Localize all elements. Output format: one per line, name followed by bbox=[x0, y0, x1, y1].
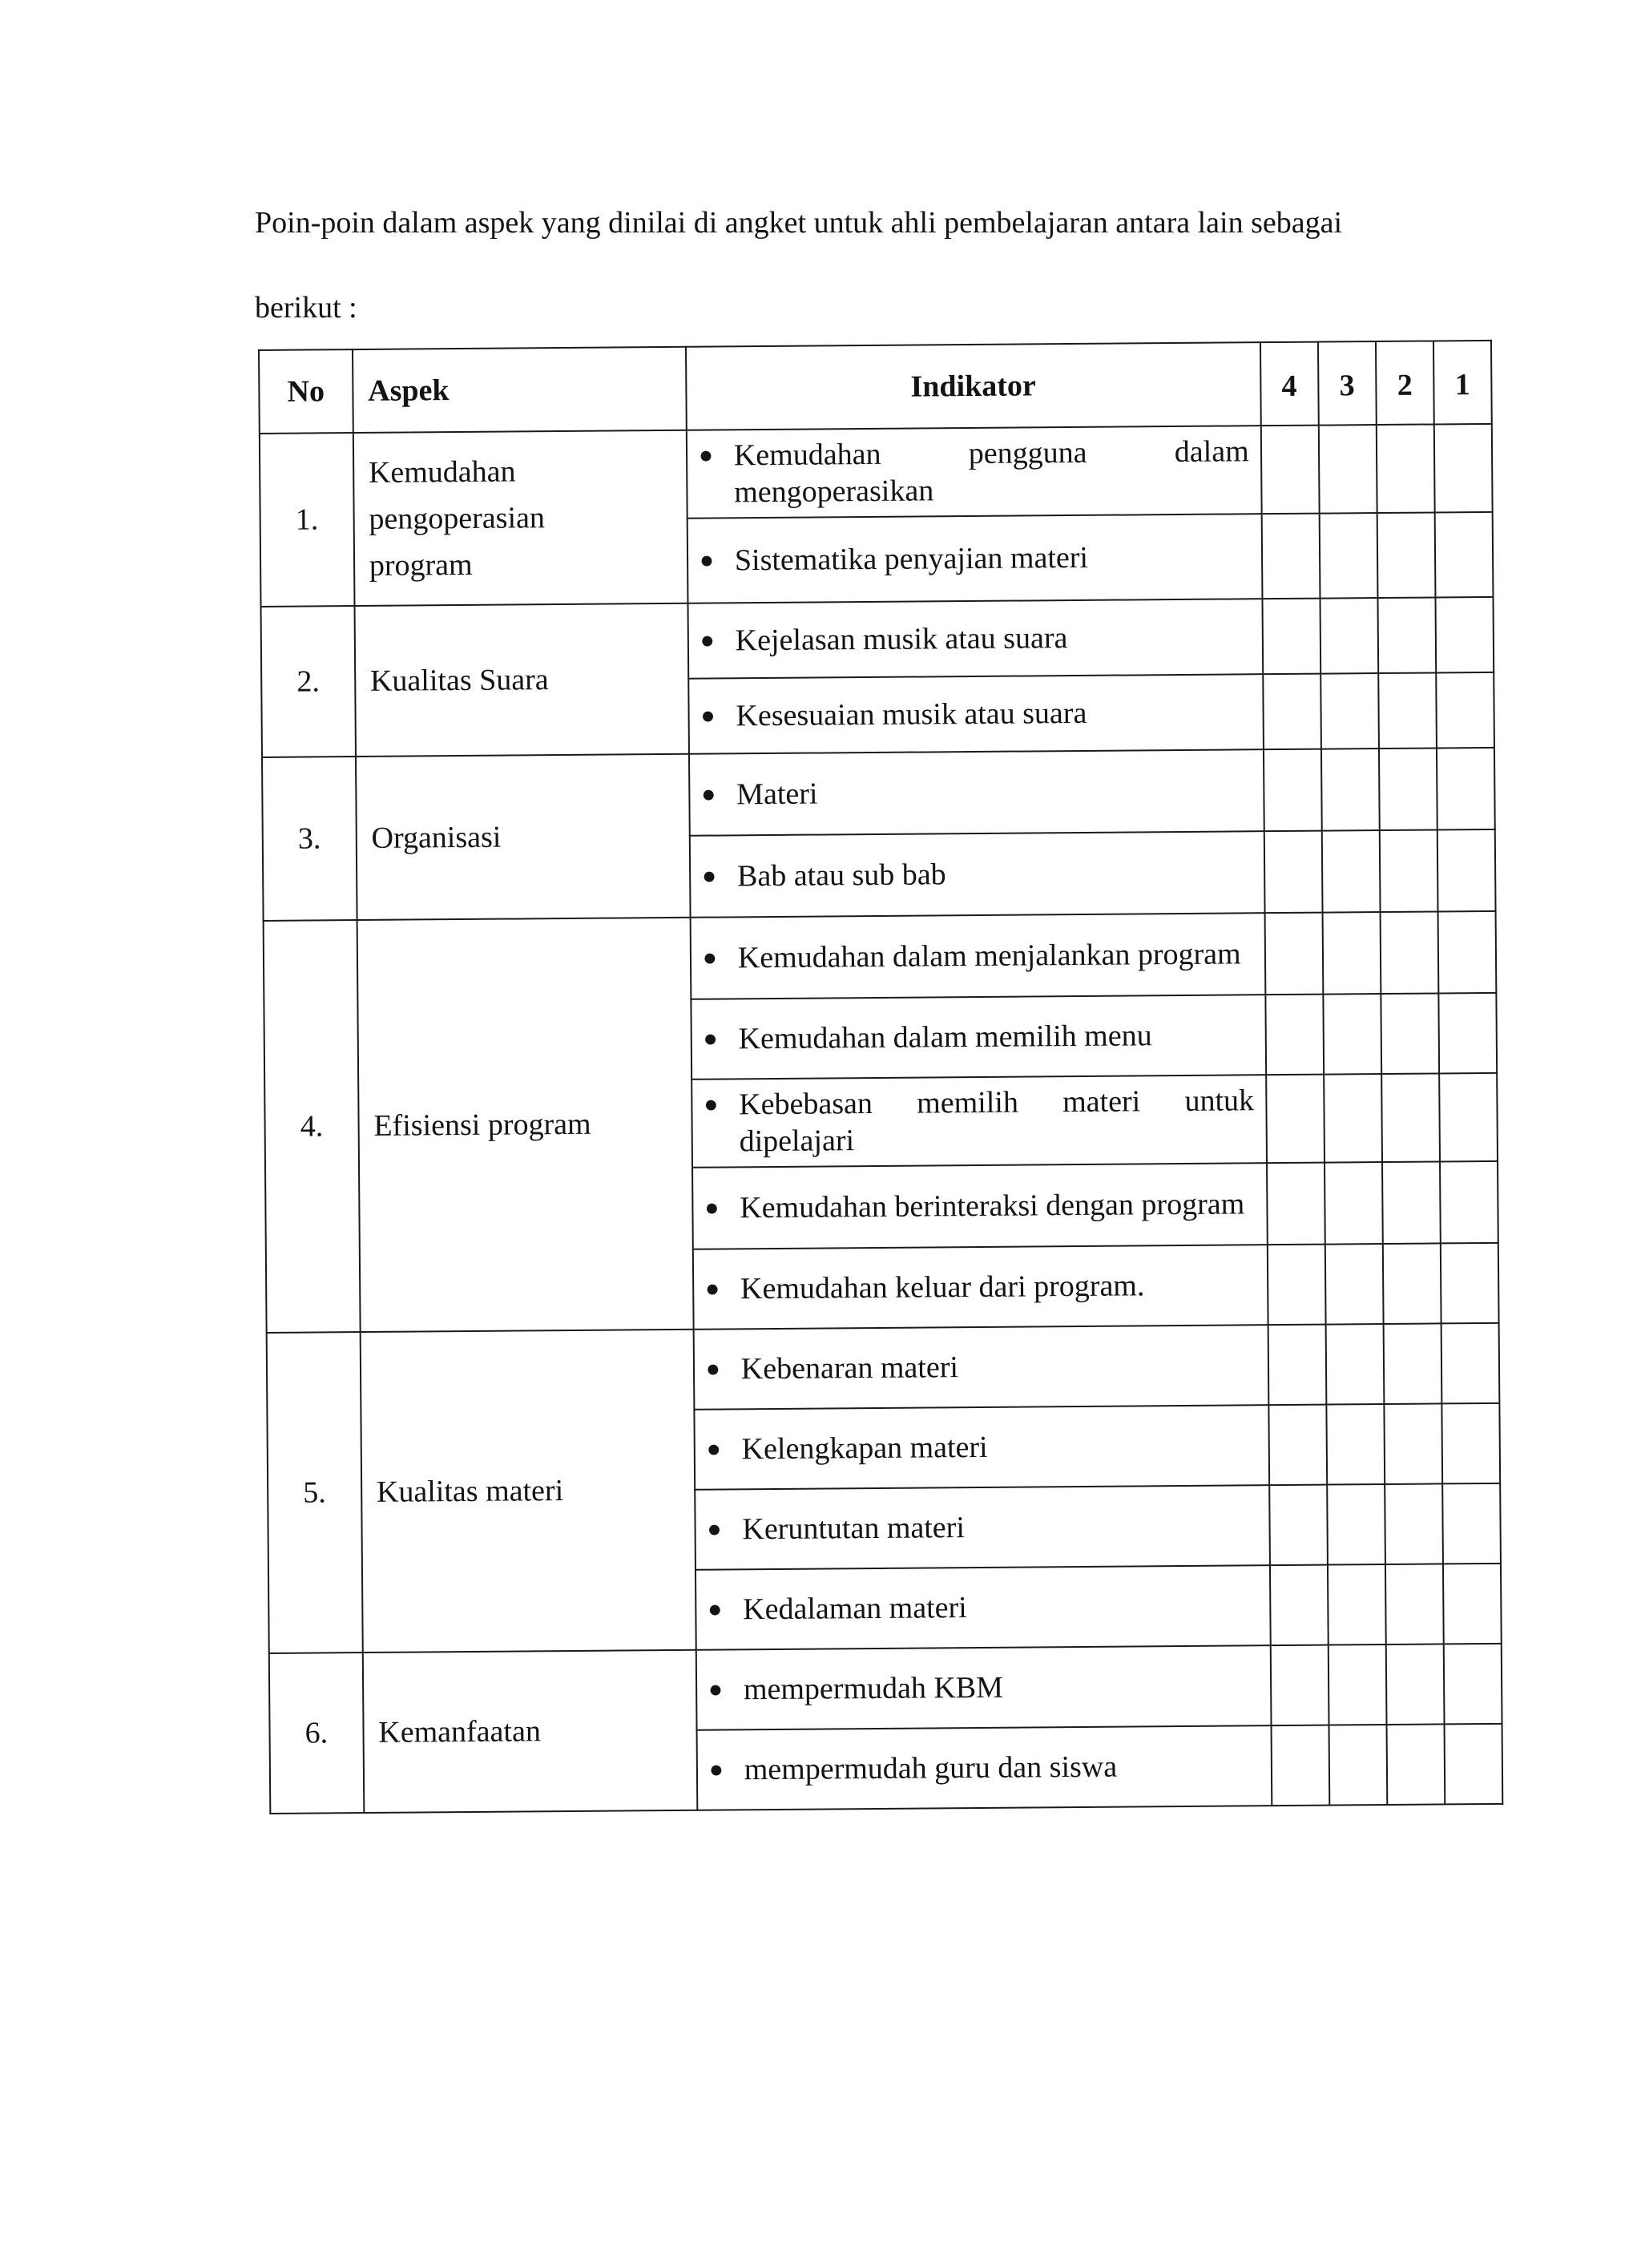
table-row bbox=[267, 1323, 1500, 1413]
score-checkbox-cell-3[interactable] bbox=[1320, 598, 1378, 674]
indicator-text: Kemudahan berinteraksi dengan program bbox=[740, 1187, 1245, 1225]
score-checkbox-cell-3[interactable] bbox=[1319, 513, 1377, 599]
indicator-cell bbox=[691, 1075, 1267, 1168]
score-checkbox-cell-1[interactable] bbox=[1434, 424, 1493, 513]
score-checkbox-cell-1[interactable] bbox=[1439, 1073, 1498, 1162]
bullet-icon: ● bbox=[704, 1275, 720, 1302]
score-checkbox-cell-3[interactable] bbox=[1325, 1244, 1384, 1325]
bullet-icon: ● bbox=[700, 702, 716, 729]
indicator-cell bbox=[694, 1405, 1269, 1490]
score-checkbox-cell-4[interactable] bbox=[1264, 749, 1322, 832]
bullet-icon: ● bbox=[708, 1756, 724, 1783]
score-checkbox-cell-3[interactable] bbox=[1326, 1404, 1385, 1485]
indicator-text: Kemudahan dalam menjalankan program bbox=[737, 937, 1241, 975]
indicator-cell bbox=[691, 995, 1266, 1080]
score-checkbox-cell-4[interactable] bbox=[1266, 1075, 1324, 1164]
indicator-text: Kelengkapan materi bbox=[741, 1430, 988, 1467]
score-checkbox-cell-1[interactable] bbox=[1438, 993, 1497, 1074]
aspect-cell: Kualitas materi bbox=[360, 1330, 696, 1653]
score-checkbox-cell-3[interactable] bbox=[1319, 425, 1377, 514]
score-checkbox-cell-2[interactable] bbox=[1386, 1644, 1445, 1725]
indicator-cell bbox=[692, 1163, 1268, 1249]
score-checkbox-cell-4[interactable] bbox=[1264, 913, 1323, 995]
header-aspek: Aspek bbox=[353, 347, 687, 433]
table-row bbox=[261, 597, 1494, 682]
score-checkbox-cell-3[interactable] bbox=[1320, 673, 1379, 749]
table-row bbox=[262, 748, 1495, 839]
intro-paragraph-line2: berikut : bbox=[255, 291, 357, 325]
row-number: 2. bbox=[261, 606, 356, 757]
score-checkbox-cell-2[interactable] bbox=[1385, 1483, 1443, 1564]
indicator-cell bbox=[693, 1325, 1268, 1410]
score-checkbox-cell-4[interactable] bbox=[1270, 1565, 1329, 1646]
score-checkbox-cell-1[interactable] bbox=[1441, 1323, 1499, 1404]
aspect-cell: Kemudahan pengoperasian program bbox=[353, 430, 688, 606]
score-checkbox-cell-4[interactable] bbox=[1270, 1645, 1329, 1726]
intro-paragraph-line1: Poin-poin dalam aspek yang dinilai di angket untuk ahli pembelajaran antara lain sebagai bbox=[255, 206, 1343, 240]
bullet-icon: ● bbox=[705, 1355, 721, 1382]
indicator-cell bbox=[696, 1645, 1272, 1730]
score-checkbox-cell-4[interactable] bbox=[1263, 674, 1321, 750]
table-row bbox=[260, 424, 1493, 522]
indicator-cell bbox=[696, 1565, 1271, 1650]
header-score-3: 3 bbox=[1318, 341, 1377, 426]
header-no: No bbox=[259, 349, 353, 434]
indicator-cell bbox=[695, 1485, 1270, 1570]
score-checkbox-cell-2[interactable] bbox=[1383, 1243, 1441, 1324]
score-checkbox-cell-1[interactable] bbox=[1440, 1161, 1498, 1244]
indicator-text: Materi bbox=[736, 777, 818, 812]
score-checkbox-cell-1[interactable] bbox=[1442, 1483, 1501, 1564]
indicator-text: Kemudahan pengguna dalam mengoperasikan bbox=[733, 434, 1249, 510]
score-checkbox-cell-3[interactable] bbox=[1323, 994, 1381, 1075]
score-checkbox-cell-2[interactable] bbox=[1380, 829, 1438, 912]
score-checkbox-cell-1[interactable] bbox=[1443, 1564, 1502, 1645]
indicator-text: Kemudahan dalam memilih menu bbox=[738, 1019, 1152, 1056]
indicator-text: Kedalaman materi bbox=[743, 1591, 967, 1627]
score-checkbox-cell-2[interactable] bbox=[1380, 911, 1438, 994]
score-checkbox-cell-1[interactable] bbox=[1444, 1724, 1502, 1805]
header-score-2: 2 bbox=[1376, 341, 1434, 425]
indicator-text: mempermudah guru dan siswa bbox=[744, 1749, 1118, 1787]
aspect-cell: Efisiensi program bbox=[357, 918, 693, 1332]
header-score-4: 4 bbox=[1260, 342, 1319, 426]
score-checkbox-cell-4[interactable] bbox=[1262, 599, 1320, 675]
bullet-icon: ● bbox=[702, 944, 718, 971]
header-indikator: Indikator bbox=[686, 342, 1261, 430]
score-checkbox-cell-2[interactable] bbox=[1377, 512, 1435, 598]
score-checkbox-cell-2[interactable] bbox=[1386, 1724, 1445, 1805]
bullet-icon: ● bbox=[701, 862, 717, 890]
score-checkbox-cell-1[interactable] bbox=[1436, 672, 1494, 749]
score-checkbox-cell-3[interactable] bbox=[1322, 912, 1381, 995]
indicator-text: Kesesuaian musik atau suara bbox=[736, 696, 1087, 733]
indicator-cell bbox=[687, 426, 1262, 519]
bullet-icon: ● bbox=[706, 1435, 721, 1463]
score-checkbox-cell-3[interactable] bbox=[1324, 1074, 1382, 1163]
score-checkbox-cell-3[interactable] bbox=[1327, 1484, 1385, 1565]
indicator-text: Kebenaran materi bbox=[740, 1350, 959, 1386]
score-checkbox-cell-3[interactable] bbox=[1329, 1725, 1387, 1806]
score-checkbox-cell-1[interactable] bbox=[1441, 1403, 1500, 1484]
aspect-cell: Kualitas Suara bbox=[354, 603, 689, 757]
row-number: 4. bbox=[264, 920, 361, 1333]
indicator-text: Kemudahan keluar dari program. bbox=[740, 1269, 1145, 1306]
bullet-icon: ● bbox=[703, 1025, 718, 1052]
bullet-icon: ● bbox=[704, 1194, 720, 1221]
indicator-text: mempermudah KBM bbox=[743, 1670, 1004, 1707]
score-checkbox-cell-1[interactable] bbox=[1441, 1243, 1499, 1324]
score-checkbox-cell-2[interactable] bbox=[1383, 1323, 1441, 1404]
indicator-text: Bab atau sub bab bbox=[736, 858, 946, 894]
row-number: 1. bbox=[260, 433, 354, 607]
table-header-row bbox=[259, 341, 1492, 434]
score-checkbox-cell-4[interactable] bbox=[1267, 1245, 1325, 1326]
header-score-1: 1 bbox=[1433, 341, 1492, 425]
score-checkbox-cell-2[interactable] bbox=[1384, 1403, 1442, 1484]
indicator-cell bbox=[696, 1725, 1272, 1810]
score-checkbox-cell-4[interactable] bbox=[1271, 1725, 1329, 1806]
score-checkbox-cell-1[interactable] bbox=[1444, 1644, 1502, 1725]
score-checkbox-cell-4[interactable] bbox=[1268, 1405, 1327, 1486]
score-checkbox-cell-1[interactable] bbox=[1437, 748, 1495, 830]
assessment-table bbox=[258, 340, 1503, 1814]
aspect-cell: Organisasi bbox=[356, 754, 691, 920]
row-number: 3. bbox=[262, 757, 357, 921]
table-row bbox=[269, 1644, 1502, 1733]
score-checkbox-cell-3[interactable] bbox=[1321, 830, 1380, 913]
row-number: 5. bbox=[267, 1332, 363, 1653]
indicator-text: Kebebasan memilih materi untuk dipelajari bbox=[739, 1084, 1255, 1159]
bullet-icon: ● bbox=[708, 1676, 724, 1703]
row-number: 6. bbox=[269, 1653, 364, 1814]
score-checkbox-cell-3[interactable] bbox=[1328, 1645, 1386, 1725]
bullet-icon: ● bbox=[704, 1091, 719, 1118]
score-checkbox-cell-4[interactable] bbox=[1264, 831, 1322, 914]
score-checkbox-cell-1[interactable] bbox=[1435, 597, 1494, 673]
score-checkbox-cell-1[interactable] bbox=[1437, 911, 1496, 994]
indicator-text: Sistematika penyajian materi bbox=[734, 540, 1089, 578]
score-checkbox-cell-2[interactable] bbox=[1382, 1161, 1441, 1244]
bullet-icon: ● bbox=[698, 442, 714, 469]
score-checkbox-cell-4[interactable] bbox=[1267, 1163, 1325, 1245]
bullet-icon: ● bbox=[699, 547, 715, 574]
score-checkbox-cell-2[interactable] bbox=[1385, 1564, 1444, 1645]
score-checkbox-cell-4[interactable] bbox=[1261, 514, 1320, 599]
bullet-icon: ● bbox=[707, 1515, 722, 1543]
score-checkbox-cell-2[interactable] bbox=[1381, 993, 1439, 1074]
score-checkbox-cell-3[interactable] bbox=[1328, 1564, 1386, 1645]
table-body bbox=[260, 424, 1502, 1814]
indicator-cell bbox=[689, 749, 1264, 836]
indicator-cell bbox=[690, 913, 1265, 999]
bullet-icon: ● bbox=[700, 627, 715, 654]
score-checkbox-cell-2[interactable] bbox=[1378, 672, 1437, 749]
score-checkbox-cell-4[interactable] bbox=[1269, 1485, 1328, 1566]
aspect-cell: Kemanfaatan bbox=[363, 1650, 698, 1813]
score-checkbox-cell-2[interactable] bbox=[1381, 1073, 1440, 1162]
indicator-text: Keruntutan materi bbox=[742, 1511, 966, 1547]
bullet-icon: ● bbox=[708, 1596, 723, 1623]
score-checkbox-cell-4[interactable] bbox=[1265, 995, 1324, 1075]
indicator-cell bbox=[687, 599, 1263, 679]
score-checkbox-cell-3[interactable] bbox=[1324, 1162, 1383, 1245]
indicator-cell bbox=[687, 514, 1263, 603]
indicator-cell bbox=[693, 1245, 1268, 1330]
score-checkbox-cell-3[interactable] bbox=[1325, 1324, 1384, 1405]
score-checkbox-cell-2[interactable] bbox=[1377, 597, 1436, 673]
bullet-icon: ● bbox=[701, 781, 716, 808]
score-checkbox-cell-3[interactable] bbox=[1321, 749, 1380, 831]
score-checkbox-cell-2[interactable] bbox=[1377, 424, 1435, 513]
indicator-cell bbox=[690, 831, 1265, 918]
score-checkbox-cell-2[interactable] bbox=[1379, 748, 1437, 830]
score-checkbox-cell-4[interactable] bbox=[1260, 426, 1319, 515]
indicator-cell bbox=[688, 674, 1264, 754]
score-checkbox-cell-1[interactable] bbox=[1437, 829, 1496, 912]
indicator-text: Kejelasan musik atau suara bbox=[735, 621, 1068, 658]
score-checkbox-cell-4[interactable] bbox=[1268, 1325, 1326, 1406]
table-row bbox=[264, 911, 1497, 1003]
score-checkbox-cell-1[interactable] bbox=[1435, 512, 1494, 598]
